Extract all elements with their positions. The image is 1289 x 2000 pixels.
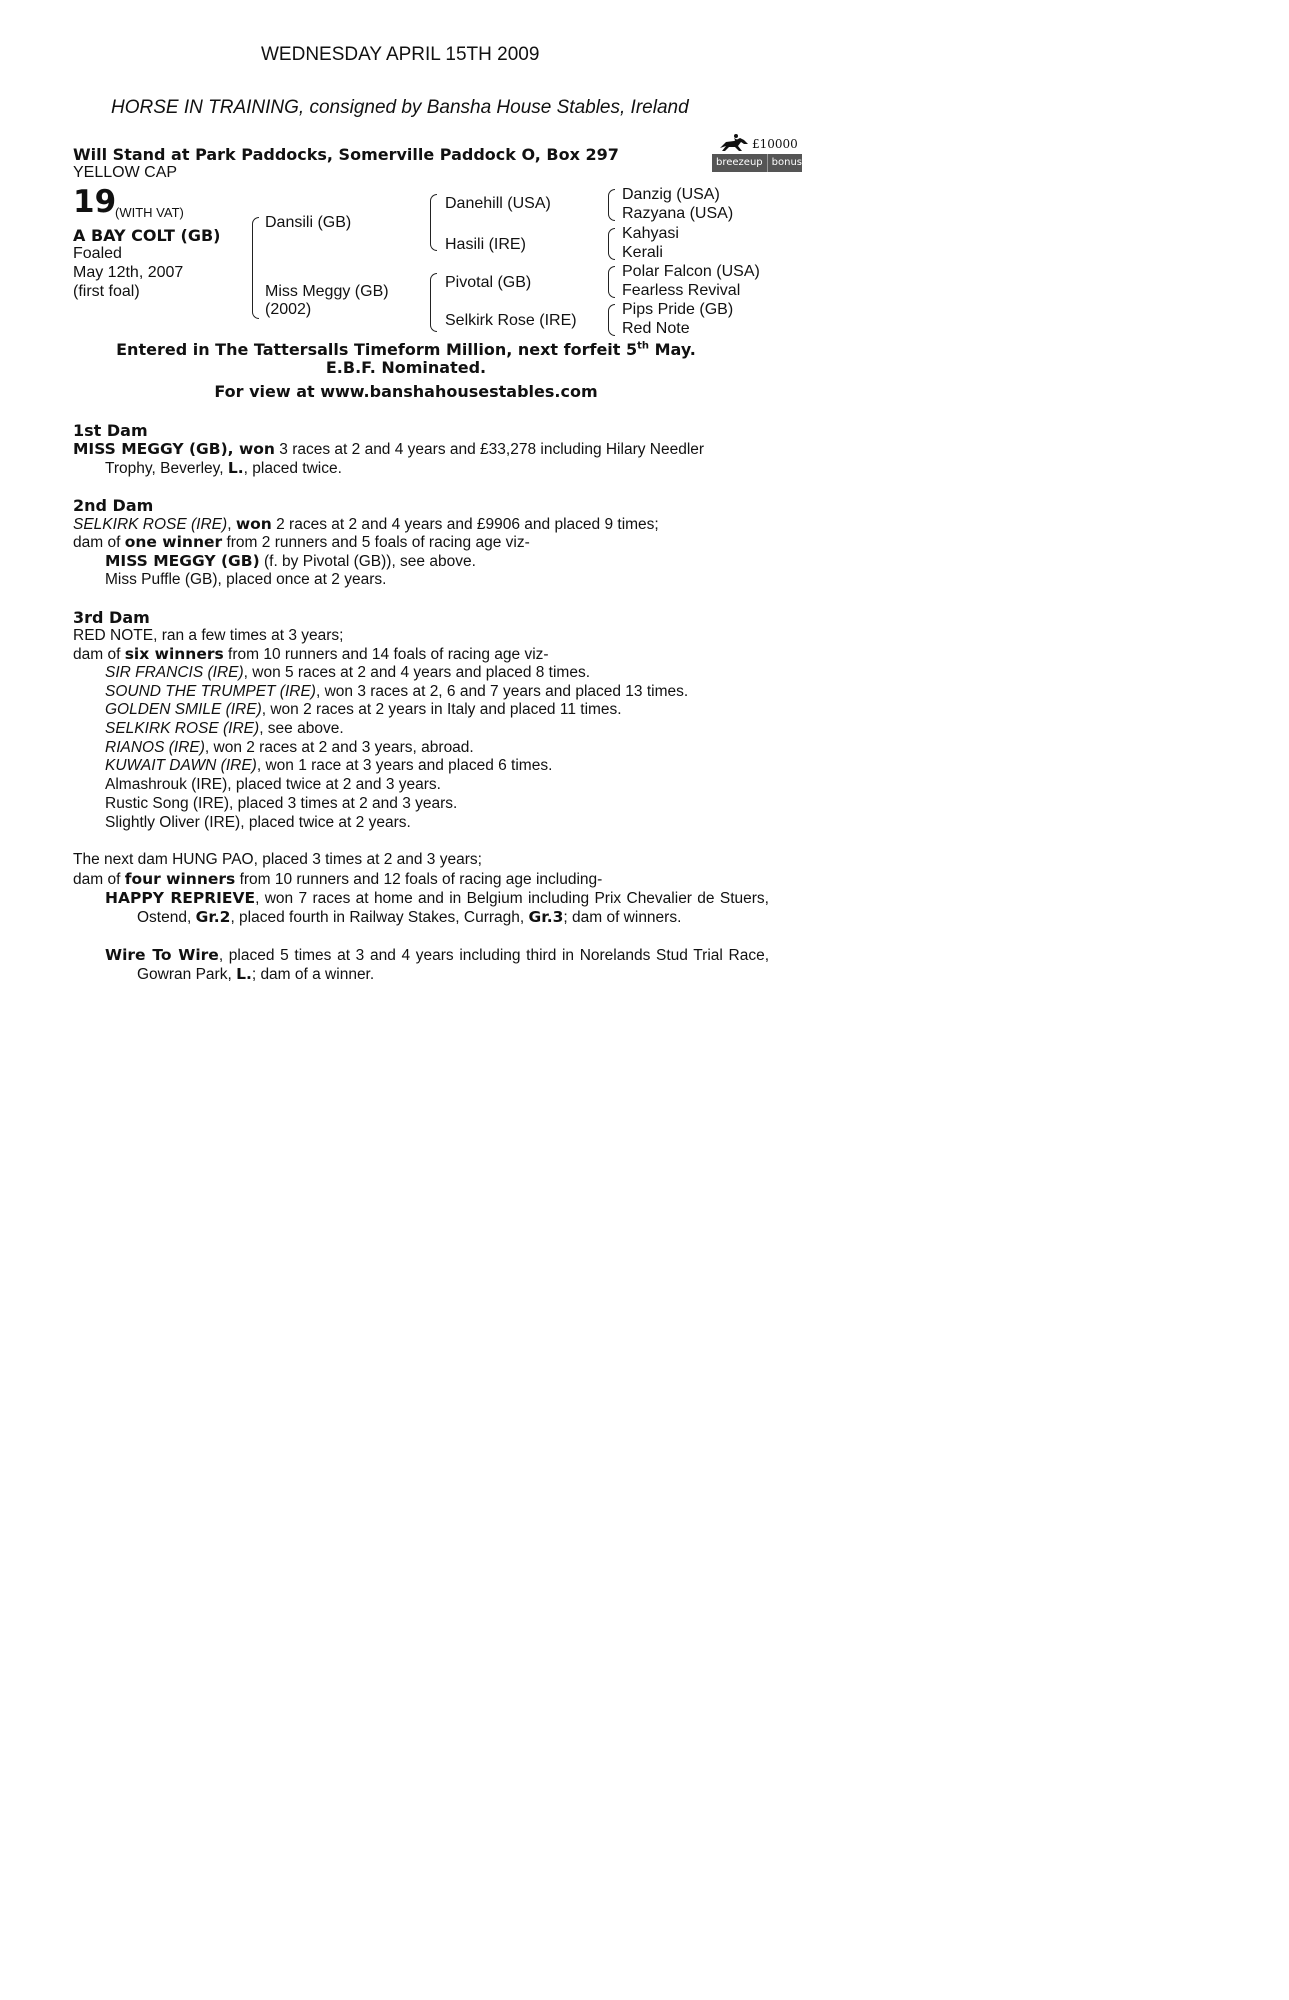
first-dam-line1: MISS MEGGY (GB), won 3 races at 2 and 4 years and £33,278 including Hilary Needler <box>73 440 705 458</box>
second-dam-heading: 2nd Dam <box>73 496 154 515</box>
pedigree-dam-year: (2002) <box>265 301 312 318</box>
pedigree-dam: Miss Meggy (GB) <box>265 283 389 300</box>
foaled-label: Foaled <box>73 245 122 262</box>
lot-number: 19 <box>73 184 117 220</box>
pedigree-brace-3c <box>608 266 615 298</box>
foaled-date: May 12th, 2007 <box>73 264 184 281</box>
first-dam-line2: Trophy, Beverley, L., placed twice. <box>105 459 342 477</box>
second-dam-line1: SELKIRK ROSE (IRE), won 2 races at 2 and 4 years and £9906 and placed 9 times; <box>73 515 659 533</box>
third-dam-progeny-4: SELKIRK ROSE (IRE), see above. <box>105 720 344 737</box>
breezeup-bonus-badge <box>712 134 802 174</box>
next-dam-line1: The next dam HUNG PAO, placed 3 times at 2 and 3 years; <box>73 851 482 868</box>
pedigree-gen3-4: Kerali <box>622 244 663 261</box>
third-dam-line2: dam of six winners from 10 runners and 14 foals of racing age viz- <box>73 645 549 663</box>
pedigree-gen2-3: Pivotal (GB) <box>445 274 532 291</box>
third-dam-line1: RED NOTE, ran a few times at 3 years; <box>73 627 344 644</box>
badge-breezeup: breezeup <box>716 157 763 168</box>
pedigree-gen3-1: Danzig (USA) <box>622 186 720 203</box>
pedigree-brace-3b <box>608 228 615 260</box>
next-dam-line2: dam of four winners from 10 runners and 12 foals of racing age including- <box>73 870 603 888</box>
pedigree-brace-3d <box>608 304 615 336</box>
consignment-line: HORSE IN TRAINING, consigned by Bansha House Stables, Ireland <box>111 97 689 118</box>
third-dam-heading: 3rd Dam <box>73 608 150 627</box>
vat-note: (WITH VAT) <box>115 205 184 220</box>
pedigree-brace-1 <box>252 217 259 319</box>
next-dam-progeny-1: HAPPY REPRIEVE, won 7 races at home and in Belgium including Prix Chevalier de Stuers, Ostend, Gr.2, placed fourth in Railway Stakes, Curragh, Gr.3; dam of winners. <box>105 889 769 926</box>
pedigree-gen3-5: Polar Falcon (USA) <box>622 263 760 280</box>
first-dam-heading: 1st Dam <box>73 421 148 440</box>
sale-date: WEDNESDAY APRIL 15TH 2009 <box>261 44 540 65</box>
pedigree-brace-2a <box>430 194 437 251</box>
third-dam-progeny-1: SIR FRANCIS (IRE), won 5 races at 2 and 4 years and placed 8 times. <box>105 664 591 681</box>
third-dam-progeny-6: KUWAIT DAWN (IRE), won 1 race at 3 years and placed 6 times. <box>105 757 553 774</box>
lot-title: A BAY COLT (GB) <box>73 226 221 245</box>
pedigree-gen2-4: Selkirk Rose (IRE) <box>445 312 577 329</box>
ebf-note: E.B.F. Nominated. <box>325 358 487 377</box>
pedigree-gen3-7: Pips Pride (GB) <box>622 301 734 318</box>
pedigree-brace-3a <box>608 189 615 221</box>
foal-note: (first foal) <box>73 283 140 300</box>
horse-rider-icon <box>714 132 754 154</box>
third-dam-progeny-5: RIANOS (IRE), won 2 races at 2 and 3 years, abroad. <box>105 739 474 756</box>
third-dam-progeny-3: GOLDEN SMILE (IRE), won 2 races at 2 years in Italy and placed 11 times. <box>105 701 622 718</box>
next-dam-progeny-2: Wire To Wire, placed 5 times at 3 and 4 years including third in Norelands Stud Trial Race, Gowran Park, L.; dam of a winner. <box>105 946 770 983</box>
second-dam-progeny-2: Miss Puffle (GB), placed once at 2 years. <box>105 571 387 588</box>
third-dam-progeny-2: SOUND THE TRUMPET (IRE), won 3 races at 2, 6 and 7 years and placed 13 times. <box>105 683 689 700</box>
stand-location: Will Stand at Park Paddocks, Somerville Paddock O, Box 297 <box>73 145 619 164</box>
cap-color: YELLOW CAP <box>73 164 178 181</box>
pedigree-gen2-1: Danehill (USA) <box>445 195 551 212</box>
second-dam-line2: dam of one winner from 2 runners and 5 foals of racing age viz- <box>73 533 530 551</box>
second-dam-progeny-1: MISS MEGGY (GB) (f. by Pivotal (GB)), see above. <box>105 552 476 570</box>
pedigree-gen3-6: Fearless Revival <box>622 282 741 299</box>
pedigree-gen3-3: Kahyasi <box>622 225 679 242</box>
bonus-amount: £10000 <box>752 137 798 151</box>
pedigree-gen3-2: Razyana (USA) <box>622 205 734 222</box>
third-dam-other-3: Slightly Oliver (IRE), placed twice at 2 years. <box>105 814 411 831</box>
pedigree-brace-2b <box>430 273 437 332</box>
third-dam-other-2: Rustic Song (IRE), placed 3 times at 2 and 3 years. <box>105 795 458 812</box>
pedigree-gen3-8: Red Note <box>622 320 690 337</box>
pedigree-gen2-2: Hasili (IRE) <box>445 236 526 253</box>
third-dam-other-1: Almashrouk (IRE), placed twice at 2 and 3 years. <box>105 776 441 793</box>
entry-note: Entered in The Tattersalls Timeform Million, next forfeit 5th May. <box>116 340 696 359</box>
badge-bonus: bonus <box>767 154 806 172</box>
view-note: For view at www.banshahousestables.com <box>214 382 598 401</box>
pedigree-sire: Dansili (GB) <box>265 214 352 231</box>
